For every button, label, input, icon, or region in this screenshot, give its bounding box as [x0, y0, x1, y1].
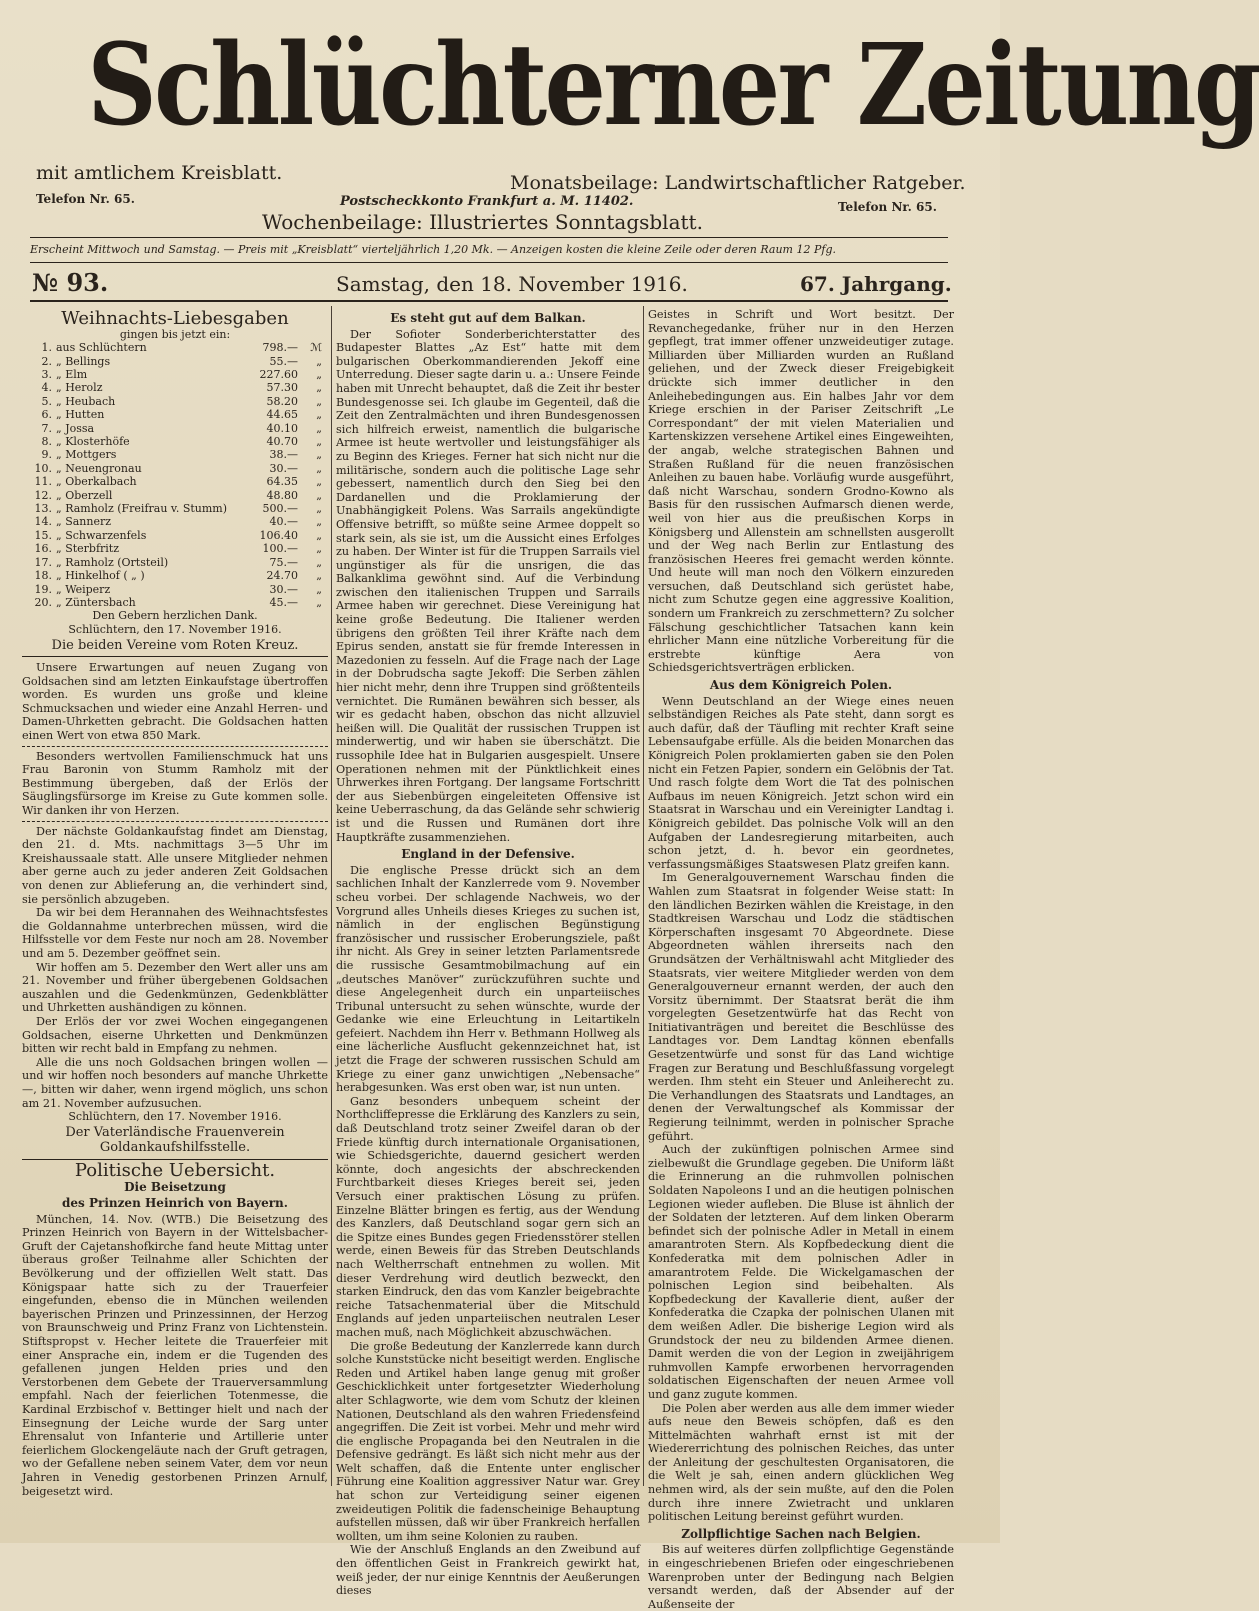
- donation-row: [22, 422, 322, 435]
- paragraph: Bis auf weiteres dürfen zollpflichtige Gegenstände in eingeschriebenen Briefen oder eingeschriebenen Warenproben unter der Bedingung nach Belgien versandt werden, daß der Absender auf der Außenseite der: [648, 1543, 954, 1611]
- donation-place: „ Hutten: [56, 408, 105, 422]
- donation-amount: 40.—: [269, 515, 298, 529]
- column-2: [336, 308, 640, 1598]
- donation-number: 4.: [41, 381, 52, 395]
- donation-row: [22, 556, 322, 569]
- donation-place: „ Heubach: [56, 394, 116, 408]
- donation-list: [22, 341, 322, 609]
- issue-number: № 93.: [32, 268, 109, 297]
- donation-row: [22, 515, 322, 528]
- rule-top: [30, 237, 948, 238]
- donation-unit: „: [316, 354, 322, 368]
- donation-unit: „: [316, 408, 322, 422]
- postcheck-line: Postscheckkonto Frankfurt a. M. 11402.: [340, 194, 634, 209]
- dateline: Schlüchtern, den 17. November 1916.: [68, 622, 282, 636]
- donation-amount: 40.10: [266, 421, 298, 435]
- paragraph: Die Polen aber werden aus alle dem immer wieder aufs neue den Beweis schöpfen, daß es den Mittelmächten wahrhaft ernst ist mit der Wiedererrichtung des polnischen Reiches, das unter der Anleitung der geschultesten Organisatoren, die die Welt je sah, einen andern glücklichen Weg nehmen wird, als der sein mußte, auf den die Polen durch ihre innere Zwietracht und unklaren politischen Leitung bereinst geführt wurden.: [648, 1401, 954, 1524]
- donation-place: „ Herolz: [56, 381, 103, 395]
- donation-place: „ Ramholz (Freifrau v. Stumm): [56, 502, 228, 516]
- donation-amount: 24.70: [266, 569, 298, 583]
- donation-place: „ Schwarzenfels: [56, 528, 147, 542]
- donation-amount: 58.20: [266, 394, 298, 408]
- donation-unit: „: [316, 569, 322, 583]
- heading-zollpflichtige: Zollpflichtige Sachen nach Belgien.: [681, 1526, 921, 1541]
- paragraph: Da wir bei dem Herannahen des Weihnachtsfestes die Goldannahme unterbrechen müssen, wird die Hilfsstelle vor dem Feste nur noch am 28. November und am 5. Dezember geöffnet sein.: [22, 906, 328, 960]
- donation-unit: „: [316, 381, 322, 395]
- column-separator: [331, 306, 332, 1486]
- heading-politische-uebersicht: Politische Uebersicht.: [74, 1159, 276, 1181]
- issue-year: 67. Jahrgang.: [800, 272, 952, 296]
- donation-place: „ Ramholz (Ortsteil): [56, 555, 169, 569]
- donation-amount: 57.30: [266, 381, 298, 395]
- divider: [22, 656, 328, 657]
- telefon-left: Telefon Nr. 65.: [36, 192, 135, 206]
- donation-amount: 55.—: [269, 354, 298, 368]
- donation-place: „ Oberzell: [56, 488, 113, 502]
- donation-unit: „: [316, 515, 322, 529]
- donation-place: „ Sannerz: [56, 515, 112, 529]
- heading-liebesgaben: Weihnachts-Liebesgaben: [61, 308, 289, 329]
- weekly-supplement: Wochenbeilage: Illustriertes Sonntagsblatt.: [262, 210, 703, 234]
- donation-row: [22, 583, 322, 596]
- column-separator: [643, 306, 644, 1486]
- donation-place: „ Mottgers: [56, 448, 117, 462]
- donation-number: 20.: [34, 595, 52, 609]
- donation-amount: 106.40: [259, 528, 298, 542]
- paragraph: Der Erlös der vor zwei Wochen eingegangenen Goldsachen, eiserne Uhrketten und Denkmünzen bitten wir recht bald in Empfang zu nehmen.: [22, 1014, 328, 1056]
- donation-unit: „: [316, 475, 322, 489]
- donation-amount: 38.—: [269, 448, 298, 462]
- masthead-subtitle-left: mit amtlichem Kreisblatt.: [36, 162, 283, 184]
- donation-number: 11.: [34, 475, 52, 489]
- paragraph: Wie der Anschluß Englands an den Zweibund auf den öffentlichen Geist in Frankreich gewirkt hat, weiß jeder, der nur einige Kenntnis der Aeußerungen dieses: [336, 1543, 640, 1598]
- paragraph: Die englische Presse drückt sich an dem sachlichen Inhalt der Kanzlerrede vom 9. November scheu vorbei. Der schlagende Nachweis, wo der Vorgrund alles Unheils dieses Krieges zu suchen ist, nämlich in der englischen Begünstigung französischer und russischer Eroberungsziele, paßt ihr nicht. Als Grey in seiner letzten Parlamentsrede die russische Gesamtmobilmachung auf ein „deutsches Manöver“ zurückzuführen suchte und diese Angelegenheit durch ein unparteiisches Tribunal untersucht zu sehen wünschte, wurde der Gedanke wie eine Erleuchtung in Leitartikeln gefeiert. Nachdem ihn Herr v. Bethmann Hollweg als eine lächerliche Ausflucht gekennzeichnet hat, ist jetzt die Frage der schweren russischen Schuld am Kriege zu einer ganz unwichtigen „Nebensache“ herabgesunken. Was erst oben war, ist nun unten.: [336, 863, 640, 1095]
- donation-number: 8.: [41, 435, 52, 449]
- donation-place: „ Hinkelhof ( „ ): [56, 569, 145, 583]
- donation-place: „ Sterbfritz: [56, 542, 120, 556]
- donation-amount: 30.—: [269, 582, 298, 596]
- masthead-subtitle-right: Monatsbeilage: Landwirtschaftlicher Ratgeber.: [510, 172, 966, 194]
- donation-place: „ Jossa: [56, 421, 95, 435]
- donation-number: 14.: [34, 515, 52, 529]
- paragraph: Unsere Erwartungen auf neuen Zugang von Goldsachen sind am letzten Einkaufstage übertroffen worden. Es wurden uns große und kleine Schmucksachen und wieder eine Anzahl Herren- und Damen-Uhrketten gebracht. Die Goldsachen hatten einen Wert von etwa 850 Mark.: [22, 661, 328, 743]
- donation-number: 3.: [41, 368, 52, 381]
- subheading-beisetzung: Die Beisetzung: [124, 1180, 226, 1195]
- donation-unit: „: [316, 595, 322, 609]
- donation-place: aus Schlüchtern: [56, 341, 147, 355]
- paragraph: München, 14. Nov. (WTB.) Die Beisetzung des Prinzen Heinrich von Bayern in der Wittelsbacher-Gruft der Cajetanshofkirche fand heute Mittag unter überaus großer Teilnahme aller Schichten der Bevölkerung und der offiziellen Welt statt. Das Königspaar hatte sich zu der Trauerfeier eingefunden, ebenso die in München weilenden bayerischen Prinzen und Prinzessinnen, der Herzog von Braunschweig und Prinz Franz von Lichtenstein. Stiftspropst v. Hecher leitete die Trauerfeier mit einer Ansprache ein, indem er die Tugenden des gefallenen jungen Helden pries und den Verstorbenen dem Gebete der Trauerversammlung empfahl. Nach der feierlichen Totenmesse, die Kardinal Erzbischof v. Bettinger hielt und nach der Einsegnung der Leiche wurde der Sarg unter Ehrensalut von Infanterie und Artillerie unter feierlichem Glockengeläute nach der Gruft getragen, wo der Gefallene neben seinem Vater, dem vor neun Jahren in Venedig gestorbenen Prinzen Arnulf, beigesetzt wird.: [22, 1212, 328, 1498]
- donation-place: „ Oberkalbach: [56, 475, 137, 489]
- donation-place: „ Züntersbach: [56, 595, 136, 609]
- dateline: Schlüchtern, den 17. November 1916.: [68, 1110, 282, 1124]
- donation-unit: „: [316, 582, 322, 596]
- donation-number: 6.: [41, 408, 52, 422]
- donation-unit: „: [316, 555, 322, 569]
- signature-rotes-kreuz: Die beiden Vereine vom Roten Kreuz.: [51, 637, 299, 653]
- donation-row: [22, 355, 322, 368]
- publication-info: Erscheint Mittwoch und Samstag. — Preis mit „Kreisblatt“ vierteljährlich 1,20 Mk. — Anzeigen kosten die kleine Zeile oder deren Raum 12 Pfg.: [30, 243, 836, 256]
- donation-row: [22, 462, 322, 475]
- donation-row: [22, 408, 322, 421]
- donation-unit: „: [316, 448, 322, 462]
- donation-row: [22, 448, 322, 461]
- donation-amount: 227.60: [259, 368, 298, 381]
- donation-unit: „: [316, 394, 322, 408]
- donation-number: 7.: [41, 421, 52, 435]
- heading-balkan: Es steht gut auf dem Balkan.: [390, 311, 586, 325]
- rule-header-bottom: [30, 300, 948, 302]
- donation-amount: 100.—: [262, 542, 298, 556]
- donation-place: „ Bellings: [56, 354, 111, 368]
- signature-goldankauf: Goldankaufshilfsstelle.: [99, 1140, 251, 1156]
- donation-unit: „: [316, 421, 322, 435]
- donation-amount: 48.80: [266, 488, 298, 502]
- donation-row: [22, 489, 322, 502]
- donation-row: [22, 341, 322, 354]
- donation-number: 18.: [34, 569, 52, 583]
- paragraph: Wenn Deutschland an der Wiege eines neuen selbständigen Reiches als Pate steht, dann sorgt es auch dafür, daß der Täufling mit rechter Kraft seine Lebensaufgabe erfülle. Als die beiden Monarchen das Königreich Polen proklamierten gaben sie den Polen nicht ein Fetzen Papier, sondern ein Gelöbnis der Tat. Und rasch folgte dem Wort die Tat des polnischen Aufbaus im neuen Königreich. Jetzt schon wird ein Staatsrat in Warschau und ein Vereinigter Landtag i. Königreich gebildet. Das polnische Volk will an den Aufgaben der Landesregierung mitarbeiten, auch schon jetzt, d. h. bevor ein geordnetes, verfassungsmäßiges Staatswesen Platz greifen kann.: [648, 694, 954, 871]
- paragraph: Alle die uns noch Goldsachen bringen wollen — und wir hoffen noch besonders auf manche Uhrkette —, bitten wir daher, wenn irgend möglich, uns schon am 21. November aufzusuchen.: [22, 1055, 328, 1110]
- donation-amount: 44.65: [266, 408, 298, 422]
- paragraph: Besonders wertvollen Familienschmuck hat uns Frau Baronin von Stumm Ramholz mit der Bestimmung übergeben, daß der Erlös der Säuglingsfürsorge im Kreise zu Gute kommen solle. Wir danken ihr von Herzen.: [22, 749, 328, 818]
- subheading-liebesgaben: gingen bis jetzt ein:: [119, 327, 231, 341]
- donation-row: [22, 381, 322, 394]
- divider: [22, 821, 328, 822]
- donation-amount: 30.—: [269, 461, 298, 475]
- donation-unit: „: [316, 435, 322, 449]
- donation-place: „ Klosterhöfe: [56, 435, 130, 449]
- thanks-line: Den Gebern herzlichen Dank.: [92, 609, 258, 623]
- donation-row: [22, 435, 322, 448]
- donation-row: [22, 542, 322, 555]
- donation-row: [22, 529, 322, 542]
- paragraph: Im Generalgouvernement Warschau finden die Wahlen zum Staatsrat in folgender Weise statt: In den ländlichen Bezirken wählen die Kreistage, in den Stadtkreisen Warschau und Lodz die städtischen Körperschaften insgesamt 70 Abgeordnete. Diese Abgeordneten wählen ihrerseits nach den Grundsätzen der Verhältniswahl acht Mitglieder des Staatsrats, vier weitere Mitglieder werden von dem Generalgouverneur ernannt werden, der auch den Vorsitz übernimmt. Der Staatsrat berät die ihm vorgelegten Gesetzentwürfe hat das Recht von Initiativanträgen und bereitet die Beschlüsse des Landtages vor. Dem Landtag können ebenfalls Gesetzentwürfe und sonst für das Land wichtige Fragen zur Beratung und Beschlußfassung vorgelegt werden. Ihm steht ein Steuer und Anleiherecht zu. Die Verhandlungen des Staatsrats und Landtages, an denen der Verwaltungschef als Kommissar der Regierung teilnimmt, werden in polnischer Sprache geführt.: [648, 871, 954, 1143]
- donation-number: 5.: [41, 394, 52, 408]
- heading-england: England in der Defensive.: [401, 847, 575, 862]
- donation-number: 2.: [41, 354, 52, 368]
- paragraph: Wir hoffen am 5. Dezember den Wert aller uns am 21. November und früher übergebenen Goldsachen auszahlen und die Gedenkmünzen, Gedenkblätter und Uhrketten aushändigen zu können.: [22, 960, 328, 1015]
- donation-unit: „: [316, 502, 322, 516]
- donation-unit: „: [316, 368, 322, 381]
- column-1: [22, 308, 328, 1498]
- donation-row: [22, 475, 322, 488]
- paragraph: Geistes in Schrift und Wort besitzt. Der Revanchegedanke, früher nur in den Herzen gepflegt, trat immer offener unzweideutiger zutage. Milliarden über Milliarden wurden an Rußland geliehen, und der Zweck dieser Freigebigkeit drückte sich immer deutlicher in den Anleihebedingungen aus. Ein halbes Jahr vor dem Kriege erschien in der Pariser Zeitschrift „Le Correspondant“ der mit vielen Materialien und Kartenskizzen versehene Artikel eines Eingeweihten, der angab, welche strategischen Bahnen und Straßen Rußland für die neuen französischen Anleihen zu bauen habe. Vorläufig wurde ausgeführt, daß nicht Warschau, sondern Grodno-Kowno als Basis für den russischen Aufmarsch dienen werde, weil von hier aus die preußischen Korps in Königsberg und Allenstein am schnellsten ausgerollt und der Weg nach Berlin zur Entlastung des französischen Heeres frei gemacht werden könnte. Und heute will man noch den Völkern einzureden versuchen, daß Deutschland sich gerüstet habe, nicht zum Schutze gegen eine aggressive Koalition, sondern um Frankreich zu zerschmettern? Zu solcher Fälschung geschichtlicher Tatsachen kann kein ehrlicher Mann eine nützliche Vorbereitung für die erstrebte künftige Aera von Schiedsgerichtsverträgen erblicken.: [648, 308, 954, 675]
- donation-number: 19.: [34, 582, 52, 596]
- donation-amount: 45.—: [269, 595, 298, 609]
- donation-place: „ Neuengronau: [56, 461, 142, 475]
- paragraph: Ganz besonders unbequem scheint der Northcliffepresse die Erklärung des Kanzlers zu sein, daß Deutschland trotz seiner Zweifel daran ob der Friede künftig durch internationale Organisationen, wie Schiedsgerichte, dauernd gesichert werden könnte, doch angesichts der abschreckenden Furchtbarkeit dieses Krieges bereit sei, jeden Versuch einer praktischen Lösung zu prüfen. Einzelne Blätter bringen es fertig, aus der Wendung des Kanzlers, daß Deutschland sogar gern sich an die Spitze eines Bundes gegen Friedensstörer stellen werde, einen Beweis für das Streben Deutschlands nach Weltherrschaft entnehmen zu wollen. Mit dieser Verdrehung wird deutlich bezweckt, den starken Eindruck, den das vom Kanzler beigebrachte reiche Tatsachenmaterial über die Mitschuld Englands auf jeden unparteiischen neutralen Leser machen muß, nach Möglichkeit abzuschwächen.: [336, 1094, 640, 1339]
- paragraph: Auch der zukünftigen polnischen Armee sind zielbewußt die Grundlage gegeben. Die Uniform läßt die Erinnerung an die ruhmvollen polnischen Soldaten Napoleons I und an die heutigen polnischen Legionen wieder aufleben. Die Bluse ist ähnlich der der Soldaten der letzteren. Auf dem linken Oberarm befindet sich der polnische Adler in Metall in einem amarantroten Stern. Als Kopfbedeckung dient die Konfederatka mit dem polnischen Adler in amarantrotem Felde. Die Wickelgamaschen der polnischen Legion sind beibehalten. Als Kopfbedeckung der Kavallerie dient, außer der Konfederatka die Czapka der polnischen Ulanen mit dem weißen Adler. Die bisherige Legion wird als Grundstock der neu zu bildenden Armee dienen. Damit werden die von der Legion in zweijährigem ruhmvollen Kampfe erworbenen hervorragenden soldatischen Eigenschaften der neuen Armee voll und ganz zugute kommen.: [648, 1143, 954, 1401]
- donation-unit: „: [316, 542, 322, 556]
- donation-amount: 75.—: [269, 555, 298, 569]
- donation-place: „ Elm: [56, 368, 88, 381]
- divider: [22, 746, 328, 747]
- donation-number: 1.: [41, 341, 52, 355]
- donation-amount: 500.—: [262, 502, 298, 516]
- donation-number: 16.: [34, 542, 52, 556]
- issue-date: Samstag, den 18. November 1916.: [336, 272, 688, 296]
- donation-number: 9.: [41, 448, 52, 462]
- donation-row: [22, 368, 322, 381]
- donation-place: „ Weiperz: [56, 582, 111, 596]
- donation-amount: 798.—: [262, 341, 298, 355]
- donation-number: 17.: [34, 555, 52, 569]
- donation-row: [22, 596, 322, 609]
- donation-unit: „: [316, 461, 322, 475]
- donation-amount: 64.35: [266, 475, 298, 489]
- donation-row: [22, 395, 322, 408]
- donation-number: 12.: [34, 488, 52, 502]
- subheading-prinz-heinrich: des Prinzen Heinrich von Bayern.: [62, 1196, 288, 1211]
- donation-row: [22, 502, 322, 515]
- donation-unit: „: [316, 528, 322, 542]
- signature-frauenverein: Der Vaterländische Frauenverein: [65, 1124, 285, 1140]
- donation-number: 13.: [34, 502, 52, 516]
- heading-polen: Aus dem Königreich Polen.: [709, 678, 893, 693]
- rule-info-bottom: [30, 262, 948, 263]
- telefon-right: Telefon Nr. 65.: [838, 200, 937, 214]
- donation-unit: „: [316, 488, 322, 502]
- column-3: [648, 308, 954, 1611]
- donation-number: 15.: [34, 528, 52, 542]
- donation-row: [22, 569, 322, 582]
- donation-amount: 40.70: [266, 435, 298, 449]
- masthead-title: Schlüchterner Zeitung: [87, 20, 1259, 151]
- paragraph: Die große Bedeutung der Kanzlerrede kann durch solche Kunststücke nicht beseitigt werden. Englische Reden und Artikel haben lange genug mit großer Geschicklichkeit unter fortgesetzter Wiederholung alter Schlagworte, wie dem vom Schutz der kleinen Nationen, Deutschland als den wahren Friedensfeind angegriffen. Die Zeit ist vorbei. Mehr und mehr wird die englische Propaganda bei den Neutralen in die Defensive gedrängt. Es läßt sich nicht mehr aus der Welt schaffen, daß die Entente unter englischer Führung eine Koalition aggressiver Natur war. Grey hat schon zur Verteidigung seiner eigenen zweideutigen Politik die fadenscheinige Behauptung aufstellen müssen, daß wir über Frankreich herfallen wollten, um ihm seine Kolonien zu rauben.: [336, 1339, 640, 1543]
- donation-number: 10.: [34, 461, 52, 475]
- paragraph: Der Sofioter Sonderberichterstatter des Budapester Blattes „Az Est“ hatte mit dem bulgarischen Oberkommandierenden Jekoff eine Unterredung. Dieser sagte darin u. a.: Unsere Feinde haben mit Unrecht behauptet, daß die Zeit ihr bester Bundesgenosse sei. Ich glaube im Gegenteil, daß die Zeit den Zentralmächten und ihren Bundesgenossen sich hilfreich erweist, namentlich die bulgarische Armee ist heute wertvoller und leistungsfähiger als zu Beginn des Krieges. Ferner hat sich nicht nur die militärische, sondern auch die politische Lage sehr gebessert, namentlich durch den Sieg bei den Dardanellen und die Proklamierung der Unabhängigkeit Polens. Was Sarrails angekündigte Offensive betrifft, so müßte seine Armee doppelt so stark sein, als sie ist, um die Aussicht eines Erfolges zu haben. Der Winter ist für die Truppen Sarrails viel ungünstiger als für die unsrigen, die das Balkanklima gewöhnt sind. Auf die Verbindung zwischen den italienischen Truppen und Sarrails Armee haben wir gerechnet. Diese Vereinigung hat keine große Bedeutung. Die Italiener werden übrigens den größten Teil ihrer Kräfte nach dem Epirus senden, anstatt sie für fremde Interessen in Mazedonien zu fesseln. Auf die Frage nach der Lage in der Dobrudscha sagte Jekoff: Die Serben zählen hier nicht mehr, denn ihre Truppen sind größtenteils vernichtet. Die Rumänen bewähren sich besser, als wir es gedacht haben, obschon das nicht allzuviel heißen will. Die Qualität der russischen Truppen ist minderwertig, und wir haben sie überschätzt. Die russophile Idee hat in Bulgarien ausgespielt. Unsere Operationen nehmen mit der Pünktlichkeit eines Uhrwerkes ihren Fortgang. Der langsame Fortschritt der aus Siebenbürgen eingeleiteten Offensive ist keine Ueberraschung, da das Gelände sehr schwierig ist und die Russen und Rumänen dort ihre Hauptkräfte zusammenziehen.: [336, 327, 640, 844]
- donation-unit: ℳ: [310, 341, 322, 355]
- paragraph: Der nächste Goldankaufstag findet am Dienstag, den 21. d. Mts. nachmittags 3—5 Uhr im Kreishaussaale statt. Alle unsere Mitglieder nehmen aber gerne auch zu jeder anderen Zeit Goldsachen von denen zur Ablieferung an, die verhindert sind, sie persönlich abzugeben.: [22, 824, 328, 906]
